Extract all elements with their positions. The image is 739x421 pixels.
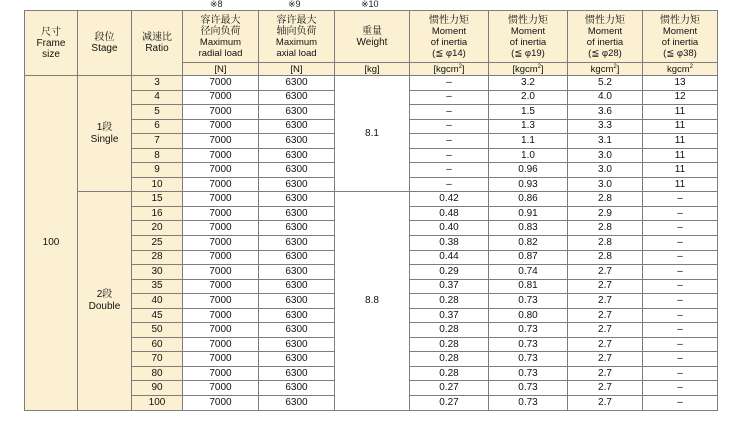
inertia-14-cell: 0.28 xyxy=(410,366,489,381)
axial-load-cell: 6300 xyxy=(259,250,335,265)
inertia-19-cell: 0.83 xyxy=(489,221,568,236)
ratio-cell: 3 xyxy=(132,76,183,91)
note-axial: ※9 xyxy=(288,0,301,9)
radial-load-cell: 7000 xyxy=(183,366,259,381)
radial-load-cell: 7000 xyxy=(183,134,259,149)
inertia-14-cell: 0.48 xyxy=(410,206,489,221)
ratio-cell: 30 xyxy=(132,265,183,280)
inertia-28-cell: 2.8 xyxy=(568,192,643,207)
inertia-14-cell: 0.27 xyxy=(410,396,489,411)
table-row xyxy=(25,76,718,91)
inertia-28-cell: 2.8 xyxy=(568,236,643,251)
axial-load-cell: 6300 xyxy=(259,279,335,294)
inertia-14-cell: – xyxy=(410,119,489,134)
inertia-38-cell: – xyxy=(643,236,718,251)
inertia-38-cell: – xyxy=(643,337,718,352)
unit-radial: [N] xyxy=(183,63,259,76)
unit-weight: [kg] xyxy=(335,63,410,76)
ratio-cell: 100 xyxy=(132,396,183,411)
ratio-cell: 4 xyxy=(132,90,183,105)
inertia-19-cell: 0.73 xyxy=(489,352,568,367)
inertia-28-cell: 2.7 xyxy=(568,381,643,396)
inertia-19-cell: 0.73 xyxy=(489,323,568,338)
inertia-14-cell: – xyxy=(410,90,489,105)
inertia-38-cell: – xyxy=(643,250,718,265)
inertia-38-cell: 11 xyxy=(643,148,718,163)
radial-load-cell: 7000 xyxy=(183,352,259,367)
ratio-cell: 16 xyxy=(132,206,183,221)
axial-load-cell: 6300 xyxy=(259,294,335,309)
ratio-cell: 40 xyxy=(132,294,183,309)
inertia-38-cell: – xyxy=(643,381,718,396)
inertia-38-cell: 11 xyxy=(643,119,718,134)
inertia-19-cell: 0.91 xyxy=(489,206,568,221)
ratio-cell: 10 xyxy=(132,177,183,192)
inertia-38-cell: 13 xyxy=(643,76,718,91)
inertia-14-cell: 0.28 xyxy=(410,294,489,309)
radial-load-cell: 7000 xyxy=(183,396,259,411)
radial-load-cell: 7000 xyxy=(183,308,259,323)
axial-load-cell: 6300 xyxy=(259,396,335,411)
inertia-19-cell: 0.81 xyxy=(489,279,568,294)
inertia-19-cell: 0.93 xyxy=(489,177,568,192)
inertia-14-cell: – xyxy=(410,148,489,163)
stage-cell: 2段 Double xyxy=(78,192,132,410)
spec-table xyxy=(24,10,718,411)
inertia-19-cell: 1.1 xyxy=(489,134,568,149)
axial-load-cell: 6300 xyxy=(259,366,335,381)
axial-load-cell: 6300 xyxy=(259,90,335,105)
radial-load-cell: 7000 xyxy=(183,381,259,396)
footnote-markers xyxy=(0,0,739,10)
header-ratio: 减速比 Ratio xyxy=(132,11,183,76)
inertia-38-cell: 11 xyxy=(643,163,718,178)
inertia-28-cell: 3.3 xyxy=(568,119,643,134)
radial-load-cell: 7000 xyxy=(183,163,259,178)
inertia-19-cell: 0.87 xyxy=(489,250,568,265)
header-stage: 段位 Stage xyxy=(78,11,132,76)
weight-cell: 8.1 xyxy=(335,76,410,192)
inertia-28-cell: 2.7 xyxy=(568,279,643,294)
inertia-14-cell: 0.29 xyxy=(410,265,489,280)
inertia-28-cell: 2.7 xyxy=(568,265,643,280)
inertia-14-cell: 0.37 xyxy=(410,279,489,294)
inertia-14-cell: 0.42 xyxy=(410,192,489,207)
ratio-cell: 7 xyxy=(132,134,183,149)
unit-inertia-19: [kgcm$^2$] xyxy=(489,63,568,76)
axial-load-cell: 6300 xyxy=(259,337,335,352)
radial-load-cell: 7000 xyxy=(183,119,259,134)
inertia-19-cell: 0.73 xyxy=(489,294,568,309)
radial-load-cell: 7000 xyxy=(183,90,259,105)
inertia-19-cell: 0.82 xyxy=(489,236,568,251)
ratio-cell: 28 xyxy=(132,250,183,265)
radial-load-cell: 7000 xyxy=(183,279,259,294)
inertia-14-cell: – xyxy=(410,105,489,120)
inertia-38-cell: – xyxy=(643,308,718,323)
axial-load-cell: 6300 xyxy=(259,323,335,338)
inertia-28-cell: 4.0 xyxy=(568,90,643,105)
inertia-14-cell: – xyxy=(410,163,489,178)
inertia-38-cell: 11 xyxy=(643,105,718,120)
header-weight: 重量 Weight xyxy=(335,11,410,63)
inertia-28-cell: 3.1 xyxy=(568,134,643,149)
axial-load-cell: 6300 xyxy=(259,148,335,163)
inertia-19-cell: 3.2 xyxy=(489,76,568,91)
ratio-cell: 50 xyxy=(132,323,183,338)
inertia-28-cell: 2.9 xyxy=(568,206,643,221)
inertia-28-cell: 3.0 xyxy=(568,163,643,178)
inertia-19-cell: 0.96 xyxy=(489,163,568,178)
radial-load-cell: 7000 xyxy=(183,177,259,192)
inertia-14-cell: 0.28 xyxy=(410,323,489,338)
inertia-38-cell: 12 xyxy=(643,90,718,105)
inertia-14-cell: 0.37 xyxy=(410,308,489,323)
axial-load-cell: 6300 xyxy=(259,221,335,236)
inertia-19-cell: 0.74 xyxy=(489,265,568,280)
table-row xyxy=(25,192,718,207)
inertia-38-cell: – xyxy=(643,221,718,236)
axial-load-cell: 6300 xyxy=(259,206,335,221)
ratio-cell: 80 xyxy=(132,366,183,381)
inertia-28-cell: 2.7 xyxy=(568,396,643,411)
inertia-28-cell: 2.7 xyxy=(568,294,643,309)
ratio-cell: 60 xyxy=(132,337,183,352)
axial-load-cell: 6300 xyxy=(259,381,335,396)
inertia-19-cell: 0.73 xyxy=(489,381,568,396)
radial-load-cell: 7000 xyxy=(183,337,259,352)
radial-load-cell: 7000 xyxy=(183,294,259,309)
inertia-14-cell: 0.27 xyxy=(410,381,489,396)
inertia-19-cell: 0.86 xyxy=(489,192,568,207)
radial-load-cell: 7000 xyxy=(183,265,259,280)
inertia-19-cell: 0.73 xyxy=(489,337,568,352)
inertia-14-cell: 0.40 xyxy=(410,221,489,236)
radial-load-cell: 7000 xyxy=(183,221,259,236)
inertia-14-cell: 0.44 xyxy=(410,250,489,265)
inertia-28-cell: 2.7 xyxy=(568,337,643,352)
inertia-19-cell: 0.73 xyxy=(489,396,568,411)
unit-inertia-28: kgcm$^2$] xyxy=(568,63,643,76)
unit-axial: [N] xyxy=(259,63,335,76)
inertia-19-cell: 0.80 xyxy=(489,308,568,323)
axial-load-cell: 6300 xyxy=(259,308,335,323)
inertia-14-cell: 0.28 xyxy=(410,337,489,352)
ratio-cell: 5 xyxy=(132,105,183,120)
inertia-28-cell: 2.7 xyxy=(568,366,643,381)
header-frame-size: 尺寸 Frame size xyxy=(25,11,78,76)
inertia-28-cell: 2.7 xyxy=(568,323,643,338)
header-inertia-38: 惯性力矩 Moment of inertia (≦ φ38) xyxy=(643,11,718,63)
ratio-cell: 70 xyxy=(132,352,183,367)
radial-load-cell: 7000 xyxy=(183,148,259,163)
axial-load-cell: 6300 xyxy=(259,236,335,251)
ratio-cell: 25 xyxy=(132,236,183,251)
ratio-cell: 35 xyxy=(132,279,183,294)
radial-load-cell: 7000 xyxy=(183,105,259,120)
inertia-28-cell: 3.6 xyxy=(568,105,643,120)
inertia-38-cell: 11 xyxy=(643,177,718,192)
inertia-28-cell: 3.0 xyxy=(568,148,643,163)
radial-load-cell: 7000 xyxy=(183,206,259,221)
weight-cell: 8.8 xyxy=(335,192,410,410)
radial-load-cell: 7000 xyxy=(183,192,259,207)
radial-load-cell: 7000 xyxy=(183,323,259,338)
header-radial-load: 容许最大 径向负荷 Maximum radial load xyxy=(183,11,259,63)
inertia-38-cell: – xyxy=(643,323,718,338)
inertia-28-cell: 3.0 xyxy=(568,177,643,192)
inertia-19-cell: 1.3 xyxy=(489,119,568,134)
radial-load-cell: 7000 xyxy=(183,236,259,251)
spec-table-body xyxy=(25,76,718,411)
inertia-38-cell: – xyxy=(643,206,718,221)
axial-load-cell: 6300 xyxy=(259,265,335,280)
inertia-28-cell: 2.8 xyxy=(568,221,643,236)
axial-load-cell: 6300 xyxy=(259,119,335,134)
inertia-28-cell: 2.7 xyxy=(568,352,643,367)
ratio-cell: 20 xyxy=(132,221,183,236)
inertia-14-cell: 0.28 xyxy=(410,352,489,367)
inertia-19-cell: 0.73 xyxy=(489,366,568,381)
inertia-14-cell: – xyxy=(410,177,489,192)
inertia-38-cell: – xyxy=(643,396,718,411)
header-inertia-28: 惯性力矩 Moment of inertia (≦ φ28) xyxy=(568,11,643,63)
axial-load-cell: 6300 xyxy=(259,352,335,367)
ratio-cell: 9 xyxy=(132,163,183,178)
stage-cell: 1段 Single xyxy=(78,76,132,192)
inertia-38-cell: – xyxy=(643,279,718,294)
axial-load-cell: 6300 xyxy=(259,163,335,178)
inertia-19-cell: 1.5 xyxy=(489,105,568,120)
ratio-cell: 6 xyxy=(132,119,183,134)
note-radial: ※8 xyxy=(210,0,223,9)
frame-size-value: 100 xyxy=(25,76,78,411)
ratio-cell: 90 xyxy=(132,381,183,396)
inertia-38-cell: – xyxy=(643,294,718,309)
inertia-14-cell: – xyxy=(410,134,489,149)
inertia-38-cell: – xyxy=(643,265,718,280)
inertia-38-cell: – xyxy=(643,192,718,207)
header-axial-load: 容许最大 轴向负荷 Maximum axial load xyxy=(259,11,335,63)
radial-load-cell: 7000 xyxy=(183,76,259,91)
axial-load-cell: 6300 xyxy=(259,192,335,207)
inertia-38-cell: 11 xyxy=(643,134,718,149)
ratio-cell: 8 xyxy=(132,148,183,163)
radial-load-cell: 7000 xyxy=(183,250,259,265)
note-weight: ※10 xyxy=(361,0,379,9)
axial-load-cell: 6300 xyxy=(259,105,335,120)
unit-inertia-38: kgcm$^2$ xyxy=(643,63,718,76)
inertia-38-cell: – xyxy=(643,366,718,381)
ratio-cell: 15 xyxy=(132,192,183,207)
inertia-19-cell: 2.0 xyxy=(489,90,568,105)
unit-inertia-14: [kgcm$^2$] xyxy=(410,63,489,76)
axial-load-cell: 6300 xyxy=(259,177,335,192)
inertia-14-cell: 0.38 xyxy=(410,236,489,251)
inertia-28-cell: 5.2 xyxy=(568,76,643,91)
inertia-38-cell: – xyxy=(643,352,718,367)
axial-load-cell: 6300 xyxy=(259,76,335,91)
inertia-14-cell: – xyxy=(410,76,489,91)
header-inertia-14: 惯性力矩 Moment of inertia (≦ φ14) xyxy=(410,11,489,63)
header-inertia-19: 惯性力矩 Moment of inertia (≦ φ19) xyxy=(489,11,568,63)
inertia-28-cell: 2.7 xyxy=(568,308,643,323)
axial-load-cell: 6300 xyxy=(259,134,335,149)
ratio-cell: 45 xyxy=(132,308,183,323)
inertia-28-cell: 2.8 xyxy=(568,250,643,265)
inertia-19-cell: 1.0 xyxy=(489,148,568,163)
